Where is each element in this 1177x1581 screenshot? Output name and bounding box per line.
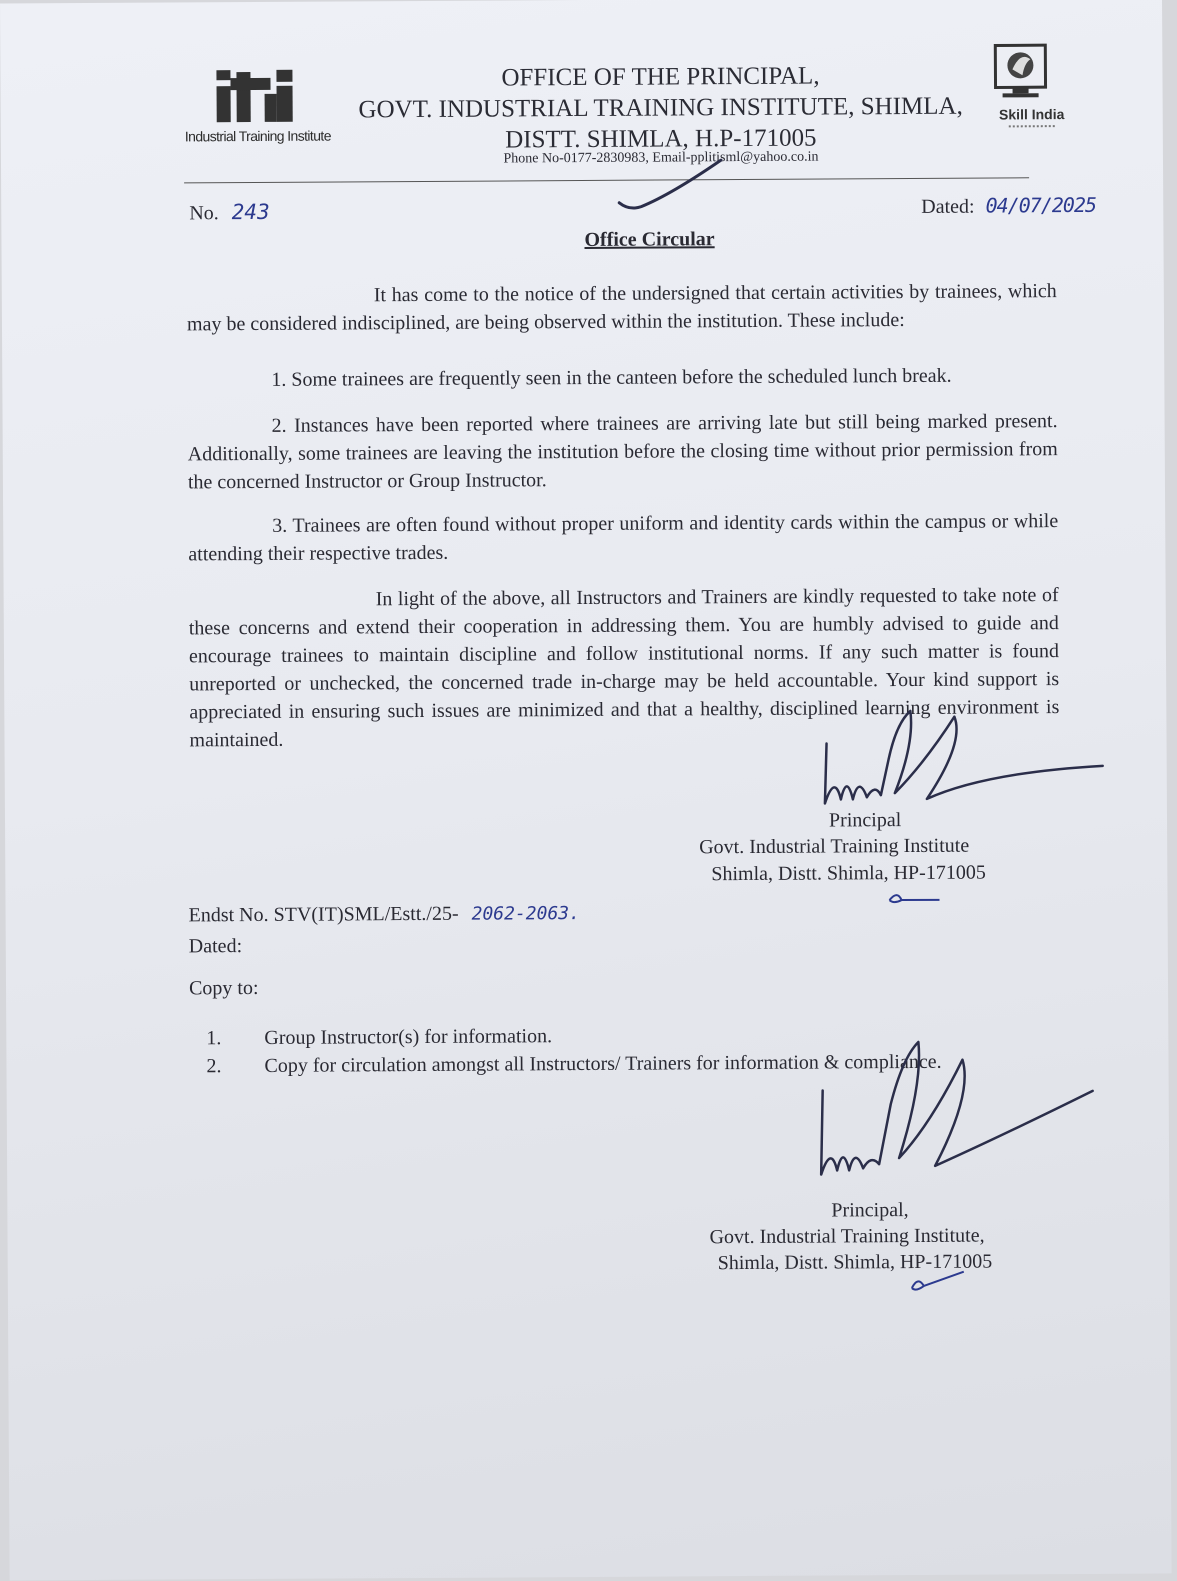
skill-india-tagline-mark [1009,125,1055,131]
circular-date [921,193,1096,219]
office-heading-line2: GOVT. INDUSTRIAL TRAINING INSTITUTE, SHIMLA, [358,92,963,124]
list-item-number: 2. [206,1055,222,1078]
initials-mark [904,1268,974,1296]
header-divider [184,177,1029,183]
endorsement-block [188,898,580,961]
iti-logo [180,63,340,146]
signatory-title: Principal, [831,1199,909,1222]
iti-logo-caption: Industrial Training Institute [184,127,331,145]
signatory-institute: Govt. Industrial Training Institute, [709,1224,985,1249]
skill-india-caption: Skill India [998,106,1065,123]
office-heading [340,60,981,157]
office-heading-line3: DISTT. SHIMLA, H.P-171005 [505,124,817,154]
signature-scribble [814,702,1115,824]
circular-number-value: 243 [231,199,270,225]
point-two: 2. Instances have been reported where trainees are arriving late but still being marked present. Additionally, some trainees are leaving the institution before the closing time without prior permission from the concerned Instructor or Group Instructor. [187,410,1058,494]
document-title: Office Circular [584,228,715,251]
pen-stroke-mark [611,154,731,220]
signatory-title: Principal [828,809,902,832]
initials-mark [885,886,945,910]
point-one: 1. Some trainees are frequently seen in the canteen before the scheduled lunch break. [271,364,952,391]
closing-paragraph: In light of the above, all Instructors and Trainers are kindly requested to take note of these concerns and extend their cooperation in addressing them. You are humbly advised to guide and encourage trainees to maintain discipline and follow institutional norms. If any such matter is found unreported or unchecked, the concerned trade in-charge may be held accountable. Your kind support is appreciated in ensuring such issues are minimized and that a healthy, disciplined learning environment is maintained. [188,584,1060,752]
skill-india-logo [988,41,1075,142]
endorsement-number-value: 2062-2063. [471,903,581,925]
skill-india-emblem-icon [988,41,1074,104]
circular-date-value: 04/07/2025 [985,192,1097,218]
office-heading-line1: OFFICE OF THE PRINCIPAL, [501,62,820,92]
endorsement-dated-label: Dated: [188,935,243,958]
contact-line: Phone No-0177-2830983, Email-pplitisml@yahoo.co.in [503,149,819,167]
circular-date-label: Dated: [921,195,975,218]
signature-scribble [806,1033,1107,1185]
signatory-address: Shimla, Distt. Shimla, HP-171005 [711,861,986,886]
circular-number [189,200,270,225]
signatory-institute: Govt. Industrial Training Institute [699,834,970,859]
circular-number-label: No. [189,202,219,225]
list-item-text: Copy for circulation amongst all Instructors/ Trainers for information & compliance. [264,1050,942,1077]
copy-to-label: Copy to: [188,976,259,1000]
point-three: 3. Trainees are often found without proper uniform and identity cards within the campus or while attending their respective trades. [188,510,1059,566]
intro-paragraph: It has come to the notice of the undersigned that certain activities by trainees, which may be considered indisciplined, are being observed within the institution. These include: [186,280,1057,336]
list-item-number: 1. [206,1027,222,1050]
signatory-address: Shimla, Distt. Shimla, HP-171005 [717,1250,993,1275]
iti-logo-mark [180,63,340,126]
endorsement-number-label: Endst No. STV(IT)SML/Estt./25- [188,902,459,927]
list-item-text: Group Instructor(s) for information. [264,1025,553,1049]
